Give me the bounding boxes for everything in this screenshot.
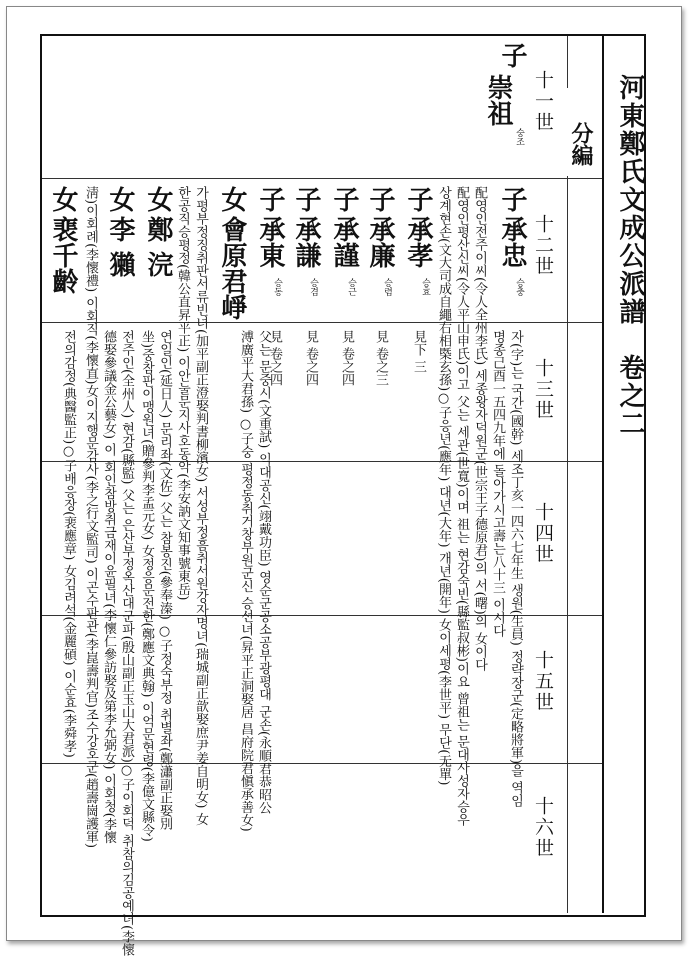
daughter-label-2: 女: [143, 186, 173, 212]
son-reading-4: 승근: [346, 278, 356, 296]
son-reading-6: 승동: [272, 278, 282, 296]
bio-line-4: 配영인평산신씨(令人平山申氏)이고 父는 세관(世寬)이며 祖는 현감숙빈(縣監叔彬)이요 曾祖는 문대사성자승우: [454, 186, 469, 827]
bio-line-1: 자(字)는 국간(國幹) 세조丁亥一四六七年生 생원(生員) 정략장군(定略將軍)을 역임: [508, 330, 523, 808]
son-label-1: 子: [497, 186, 527, 212]
son-see-5: 見 卷之四: [303, 330, 318, 387]
son-name-1: 承忠: [497, 216, 527, 268]
title-column: [602, 34, 644, 913]
bio-line-3: 配영인전주이씨(令人全州李氏) 세종왕자덕원군(世宗王子德原君)의 서(曙)의 女이다: [472, 186, 487, 671]
daughter-label-3: 女: [105, 186, 135, 212]
generation-label-13: 十三世: [532, 358, 554, 421]
daughter-label-4: 女: [48, 186, 78, 212]
generation-label-16: 十六世: [532, 796, 554, 859]
bio-line-17: 德娶參議金公藝女) 이 회인참방취금재이윤필녀(李懷仁參訪娶及第李允弼女) 이회청(李懷: [101, 330, 116, 844]
row-line-1: [42, 178, 602, 179]
daughter-name-3: 李 獺: [105, 216, 135, 278]
son-name-3: 承廉: [365, 216, 395, 268]
son-name-6: 承東: [255, 216, 285, 268]
son-label-6: 子: [255, 186, 285, 212]
son-reading-3: 승렴: [382, 278, 392, 296]
daughter-name-4: 裵千齡: [48, 216, 78, 294]
bio-line-11: 溥廣平大君孫) ○子숭 평정동취거창부원군신 승선녀(昇平正洞娶居 昌府院君愼承善女): [238, 330, 253, 832]
section-label: 分編: [568, 122, 594, 166]
son-reading-2: 승효: [420, 278, 430, 296]
gen11-reading: 숭조: [514, 128, 524, 146]
son-see-6: 見 卷之四: [267, 330, 282, 387]
daughter-label-1: 女: [217, 186, 247, 212]
son-reading-5: 승겸: [308, 278, 318, 296]
generation-label-14: 十四世: [532, 502, 554, 565]
bio-line-19: 전의감정(典醫監正)○子배응장(裵應章) 女김려석(金麗碩) 이순효(李舜孝): [61, 330, 76, 758]
bio-line-10: 父는 문중시(文重試) 익대공신(翊戴功臣) 영순군공소공부광평대 군손(永順君恭昭公: [256, 330, 271, 814]
bio-line-15: 坐)중참판이맹원녀(贈參判李孟元女) 女정응문전한(鄭應文典翰) 이억문현령(李億文縣令): [139, 330, 154, 842]
bio-line-5: 상계현손(文大司成自繩右相㮣玄孫)○子응년(應年) 대년(大年) 개년(開年) 女이세평(李世平) 무단(无單): [436, 186, 451, 786]
son-label-2: 子: [403, 186, 433, 212]
son-name-4: 承謹: [329, 216, 359, 268]
son-see-3: 見 卷之三: [373, 330, 388, 387]
bio-line-12: 가평부정징취판서류빈녀(加平副正澄娶判書柳濱女) 서성부정흠취서원강자명녀(瑞城副正歆娶庶尹姜自明女) 女: [193, 186, 208, 826]
son-label-5: 子: [291, 186, 321, 212]
son-see-2: 見下 三: [411, 330, 426, 374]
generation-label-12: 十二世: [532, 214, 554, 277]
daughter-name-1: 會原君崢: [217, 216, 247, 320]
generation-label-11: 十一世: [532, 70, 554, 133]
bio-line-18: 淸)이회례(李懷禮) 이회직(李懷直)女이지행문감사(李之行文監司) 이곤수판관(李崑壽判官)조수강호군(趙壽崗護軍): [83, 186, 98, 849]
daughter-name-2: 鄭 浣: [143, 216, 173, 278]
son-see-4: 見 卷之四: [339, 330, 354, 387]
book-title: 河東鄭氏文成公派譜 卷之二: [615, 74, 645, 438]
section-divider: [567, 36, 568, 88]
son-name-5: 承謙: [291, 216, 321, 268]
son-name-2: 承孝: [403, 216, 433, 268]
son-label-3: 子: [365, 186, 395, 212]
bio-line-14: 연일인(延日人) 문리좌(文佐) 父는 참봉진(參奉溱) ○子정숙부정 취별좌(鄭瀟副正娶別: [157, 330, 172, 831]
bio-line-13: 한공직승평정(韓公直昇平正) 이안눌문지사호동악(李安訥文知事號東岳): [175, 186, 190, 601]
bio-line-16: 전주인(全州人) 현감(縣監) 父는 은산부정옥산대군파(殷山副正玉山大君派)○子이회덕 취참의김공예녀(李懷: [119, 330, 134, 956]
bio-line-2: 명종己酉一五四九年에 돌아가시고壽는八十三 이시다: [490, 330, 505, 638]
son-label-4: 子: [329, 186, 359, 212]
section-divider-lower: [567, 176, 568, 913]
generation-label-15: 十五世: [532, 650, 554, 713]
son-reading-1: 승충: [514, 278, 524, 296]
gen11-name: 崇祖: [483, 74, 513, 126]
gen11-label: 子: [497, 42, 527, 68]
row-line-2: [42, 322, 602, 323]
